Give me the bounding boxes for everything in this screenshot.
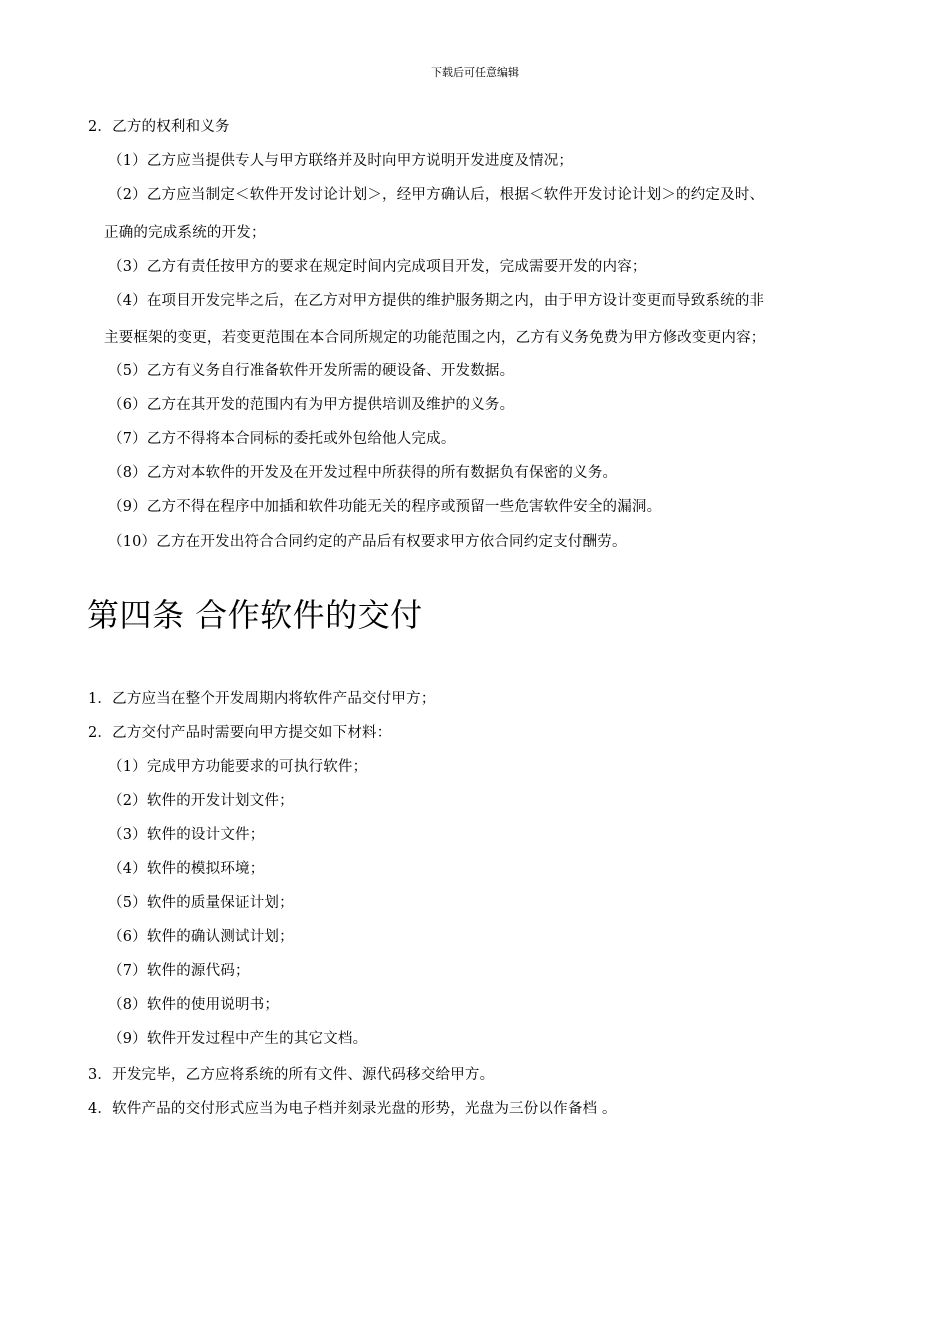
delivery-item-1: 1．乙方应当在整个开发周期内将软件产品交付甲方； <box>88 691 436 707</box>
section-heading: 第四条 合作软件的交付 <box>87 596 423 634</box>
material-item: （6）软件的确认测试计划； <box>108 929 294 945</box>
clause-item-2-continued: 正确的完成系统的开发； <box>104 225 266 241</box>
material-item: （3）软件的设计文件； <box>108 827 265 843</box>
material-item: （8）软件的使用说明书； <box>108 997 280 1013</box>
material-item: （2）软件的开发计划文件； <box>108 793 294 809</box>
clause-item-8: （8）乙方对本软件的开发及在开发过程中所获得的所有数据负有保密的义务。 <box>108 465 618 481</box>
clause-item-5: （5）乙方有义务自行准备软件开发所需的硬设备、开发数据。 <box>108 363 515 379</box>
item-2-title: 2．乙方的权利和义务 <box>88 119 230 135</box>
clause-item-1: （1）乙方应当提供专人与甲方联络并及时向甲方说明开发进度及情况； <box>108 153 574 169</box>
clause-item-3: （3）乙方有责任按甲方的要求在规定时间内完成项目开发，完成需要开发的内容； <box>108 259 647 275</box>
delivery-item-2: 2．乙方交付产品时需要向甲方提交如下材料： <box>88 725 392 741</box>
clause-item-2: （2）乙方应当制定＜软件开发讨论计划＞，经甲方确认后，根据＜软件开发讨论计划＞的约定及时、 <box>108 187 765 203</box>
clause-item-9: （9）乙方不得在程序中加插和软件功能无关的程序或预留一些危害软件安全的漏洞。 <box>108 499 662 515</box>
material-item: （5）软件的质量保证计划； <box>108 895 294 911</box>
clause-item-4-continued: 主要框架的变更，若变更范围在本合同所规定的功能范围之内，乙方有义务免费为甲方修改变更内容； <box>104 330 766 346</box>
clause-item-7: （7）乙方不得将本合同标的委托或外包给他人完成。 <box>108 431 456 447</box>
delivery-item-3: 3．开发完毕，乙方应将系统的所有文件、源代码移交给甲方。 <box>88 1067 495 1083</box>
clause-item-6: （6）乙方在其开发的范围内有为甲方提供培训及维护的义务。 <box>108 397 515 413</box>
clause-item-10: （10）乙方在开发出符合合同约定的产品后有权要求甲方依合同约定支付酬劳。 <box>108 534 627 550</box>
delivery-item-4: 4．软件产品的交付形式应当为电子档并刻录光盘的形势，光盘为三份以作备档 。 <box>88 1101 617 1117</box>
page-header: 下载后可任意编辑 <box>431 66 519 79</box>
material-item: （7）软件的源代码； <box>108 963 250 979</box>
clause-item-4: （4）在项目开发完毕之后，在乙方对甲方提供的维护服务期之内，由于甲方设计变更而导致系统的非 <box>108 293 765 309</box>
material-item: （4）软件的模拟环境； <box>108 861 265 877</box>
material-item: （1）完成甲方功能要求的可执行软件； <box>108 759 368 775</box>
material-item: （9）软件开发过程中产生的其它文档。 <box>108 1031 368 1047</box>
